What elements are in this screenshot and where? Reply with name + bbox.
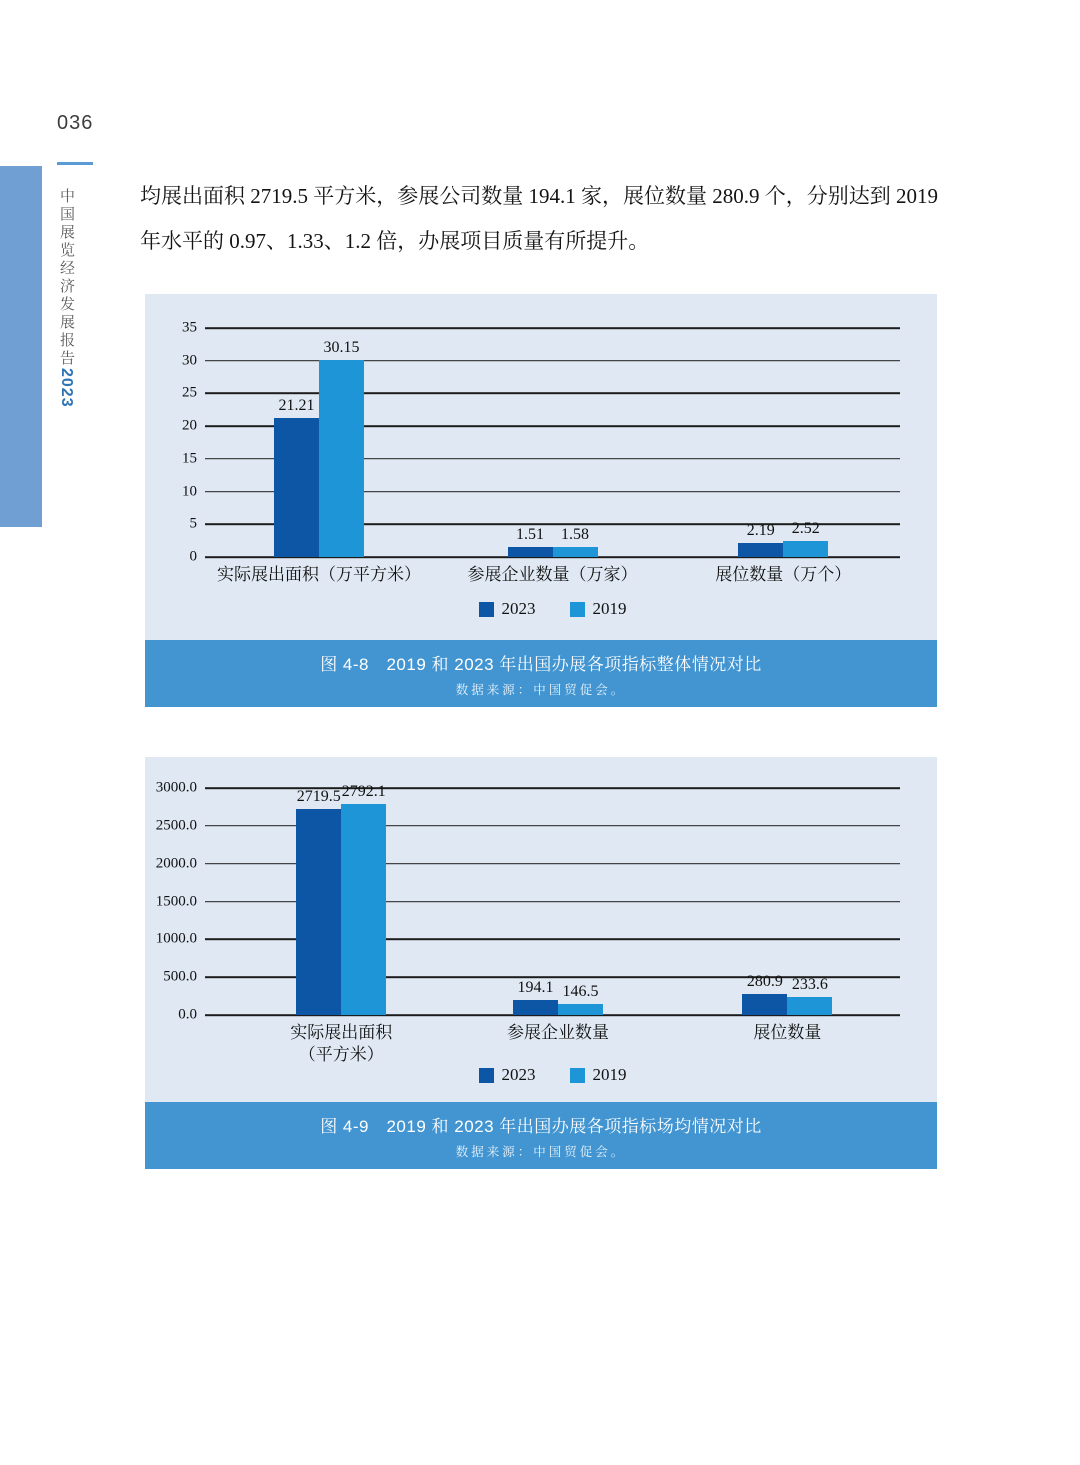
y-axis-tick-label: 1000.0 bbox=[155, 930, 197, 947]
figure-title: 图 4-9 2019 和 2023 年出国办展各项指标场均情况对比 bbox=[320, 1116, 762, 1136]
y-axis-tick-label: 0 bbox=[189, 548, 197, 565]
y-axis-tick-label: 5 bbox=[189, 515, 197, 532]
legend-item-2019 bbox=[570, 599, 627, 619]
category-label-line: 展位数量 bbox=[753, 1023, 822, 1042]
bar-2023 bbox=[738, 521, 783, 557]
sidebar-vertical-title bbox=[56, 188, 76, 408]
page-number-accent-line bbox=[57, 162, 93, 165]
legend-swatch-2023 bbox=[479, 602, 494, 617]
bar-value-label: 2792.1 bbox=[341, 782, 386, 800]
legend-swatch-2019 bbox=[570, 602, 585, 617]
legend-item-2023 bbox=[479, 599, 536, 619]
page-number: 036 bbox=[57, 112, 94, 134]
bar-2023 bbox=[296, 788, 341, 1015]
legend-label: 2023 bbox=[501, 1065, 536, 1084]
legend-label: 2019 bbox=[592, 599, 627, 618]
category-label bbox=[753, 1022, 821, 1044]
sidebar-year-text: 2023 bbox=[58, 368, 75, 408]
gridline bbox=[205, 327, 900, 329]
y-axis-tick-label: 0.0 bbox=[178, 1006, 197, 1023]
body-paragraph-line: 年水平的 0.97、1.33、1.2 倍，办展项目质量有所提升。 bbox=[140, 229, 650, 253]
plot-area bbox=[182, 319, 900, 565]
body-paragraph bbox=[140, 174, 945, 264]
category-axis bbox=[205, 1015, 900, 1065]
category-label bbox=[290, 1022, 392, 1066]
bar-2019 bbox=[341, 782, 386, 1015]
body-paragraph-line: 均展出面积 2719.5 平方米，参展公司数量 194.1 家，展位数量 280.9 个，分别达到 2019 bbox=[140, 184, 938, 208]
bar-group bbox=[738, 519, 828, 558]
legend-label: 2019 bbox=[592, 1065, 627, 1084]
bar-value-label: 280.9 bbox=[746, 972, 783, 990]
y-axis-tick-label: 2000.0 bbox=[155, 855, 197, 872]
category-label-line: 参展企业数量（万家） bbox=[467, 565, 638, 584]
bar-group bbox=[274, 338, 364, 557]
plot-area bbox=[155, 779, 900, 1023]
bar-2023 bbox=[513, 979, 558, 1015]
bar-group bbox=[742, 972, 832, 1015]
legend-item-2023 bbox=[479, 1065, 536, 1085]
category-label-line: 展位数量（万个） bbox=[715, 565, 852, 584]
figure-4-9-panel bbox=[145, 757, 937, 1169]
bar-value-label: 21.21 bbox=[278, 397, 315, 415]
bar-2023 bbox=[274, 397, 319, 557]
bar-value-label: 146.5 bbox=[562, 982, 599, 1000]
y-axis-tick-label: 500.0 bbox=[163, 968, 197, 985]
y-axis-tick-label: 30 bbox=[182, 352, 197, 369]
figure-4-8-panel bbox=[145, 294, 937, 707]
bar-2019 bbox=[553, 525, 598, 557]
bar-value-label: 2719.5 bbox=[296, 788, 341, 806]
y-axis-tick-label: 3000.0 bbox=[155, 779, 197, 796]
bar-2019 bbox=[558, 982, 603, 1015]
category-label-line: 参展企业数量 bbox=[507, 1023, 610, 1042]
bar-group bbox=[508, 525, 598, 557]
bar-value-label: 2.52 bbox=[791, 519, 820, 537]
bar-value-label: 233.6 bbox=[791, 976, 828, 994]
bar-chart-per-event-comparison bbox=[145, 757, 937, 1102]
y-axis-tick-label: 1500.0 bbox=[155, 893, 197, 909]
bar-group bbox=[513, 979, 603, 1015]
category-label-line: 实际展出面积 bbox=[290, 1023, 393, 1042]
sidebar-blue-bar bbox=[0, 166, 42, 527]
bar-value-label: 1.51 bbox=[516, 526, 544, 544]
bar-2019 bbox=[319, 338, 364, 557]
bar-value-label: 30.15 bbox=[323, 338, 360, 356]
y-axis-tick-label: 35 bbox=[182, 319, 197, 336]
legend-item-2019 bbox=[570, 1065, 627, 1085]
y-axis-tick-label: 2500.0 bbox=[155, 817, 197, 834]
bar-group bbox=[296, 782, 386, 1015]
legend-swatch-2019 bbox=[570, 1068, 585, 1083]
y-axis-tick-label: 20 bbox=[182, 417, 197, 434]
bar-value-label: 1.58 bbox=[561, 525, 589, 543]
bar-2023 bbox=[508, 526, 553, 557]
chart-legend bbox=[205, 599, 900, 619]
figure-data-source: 数据来源：中国贸促会。 bbox=[455, 1144, 627, 1159]
bar-value-label: 194.1 bbox=[517, 979, 554, 997]
figure-data-source: 数据来源：中国贸促会。 bbox=[455, 682, 627, 697]
chart-legend bbox=[205, 1065, 900, 1085]
category-axis bbox=[205, 557, 900, 599]
legend-label: 2023 bbox=[501, 599, 536, 618]
figure-4-9-caption bbox=[145, 1102, 937, 1169]
bar-2023 bbox=[742, 972, 787, 1015]
figure-4-8-caption bbox=[145, 640, 937, 707]
legend-swatch-2023 bbox=[479, 1068, 494, 1083]
category-label bbox=[715, 564, 851, 586]
bar-chart-overall-comparison bbox=[145, 294, 937, 640]
bar-2019 bbox=[787, 976, 832, 1015]
bar-value-label: 2.19 bbox=[746, 521, 775, 539]
sidebar-title-text: 中国展览经济发展报告 bbox=[58, 188, 75, 368]
figure-title: 图 4-8 2019 和 2023 年出国办展各项指标整体情况对比 bbox=[320, 654, 762, 674]
category-label bbox=[217, 564, 421, 586]
y-axis-tick-label: 25 bbox=[182, 384, 197, 401]
category-label bbox=[507, 1022, 609, 1044]
category-label-line: （平方米） bbox=[298, 1045, 384, 1064]
y-axis-tick-label: 15 bbox=[182, 450, 197, 467]
category-label-line: 实际展出面积（万平方米） bbox=[216, 565, 421, 584]
category-label bbox=[468, 564, 638, 586]
y-axis-tick-label: 10 bbox=[182, 483, 197, 500]
bar-2019 bbox=[783, 519, 828, 558]
